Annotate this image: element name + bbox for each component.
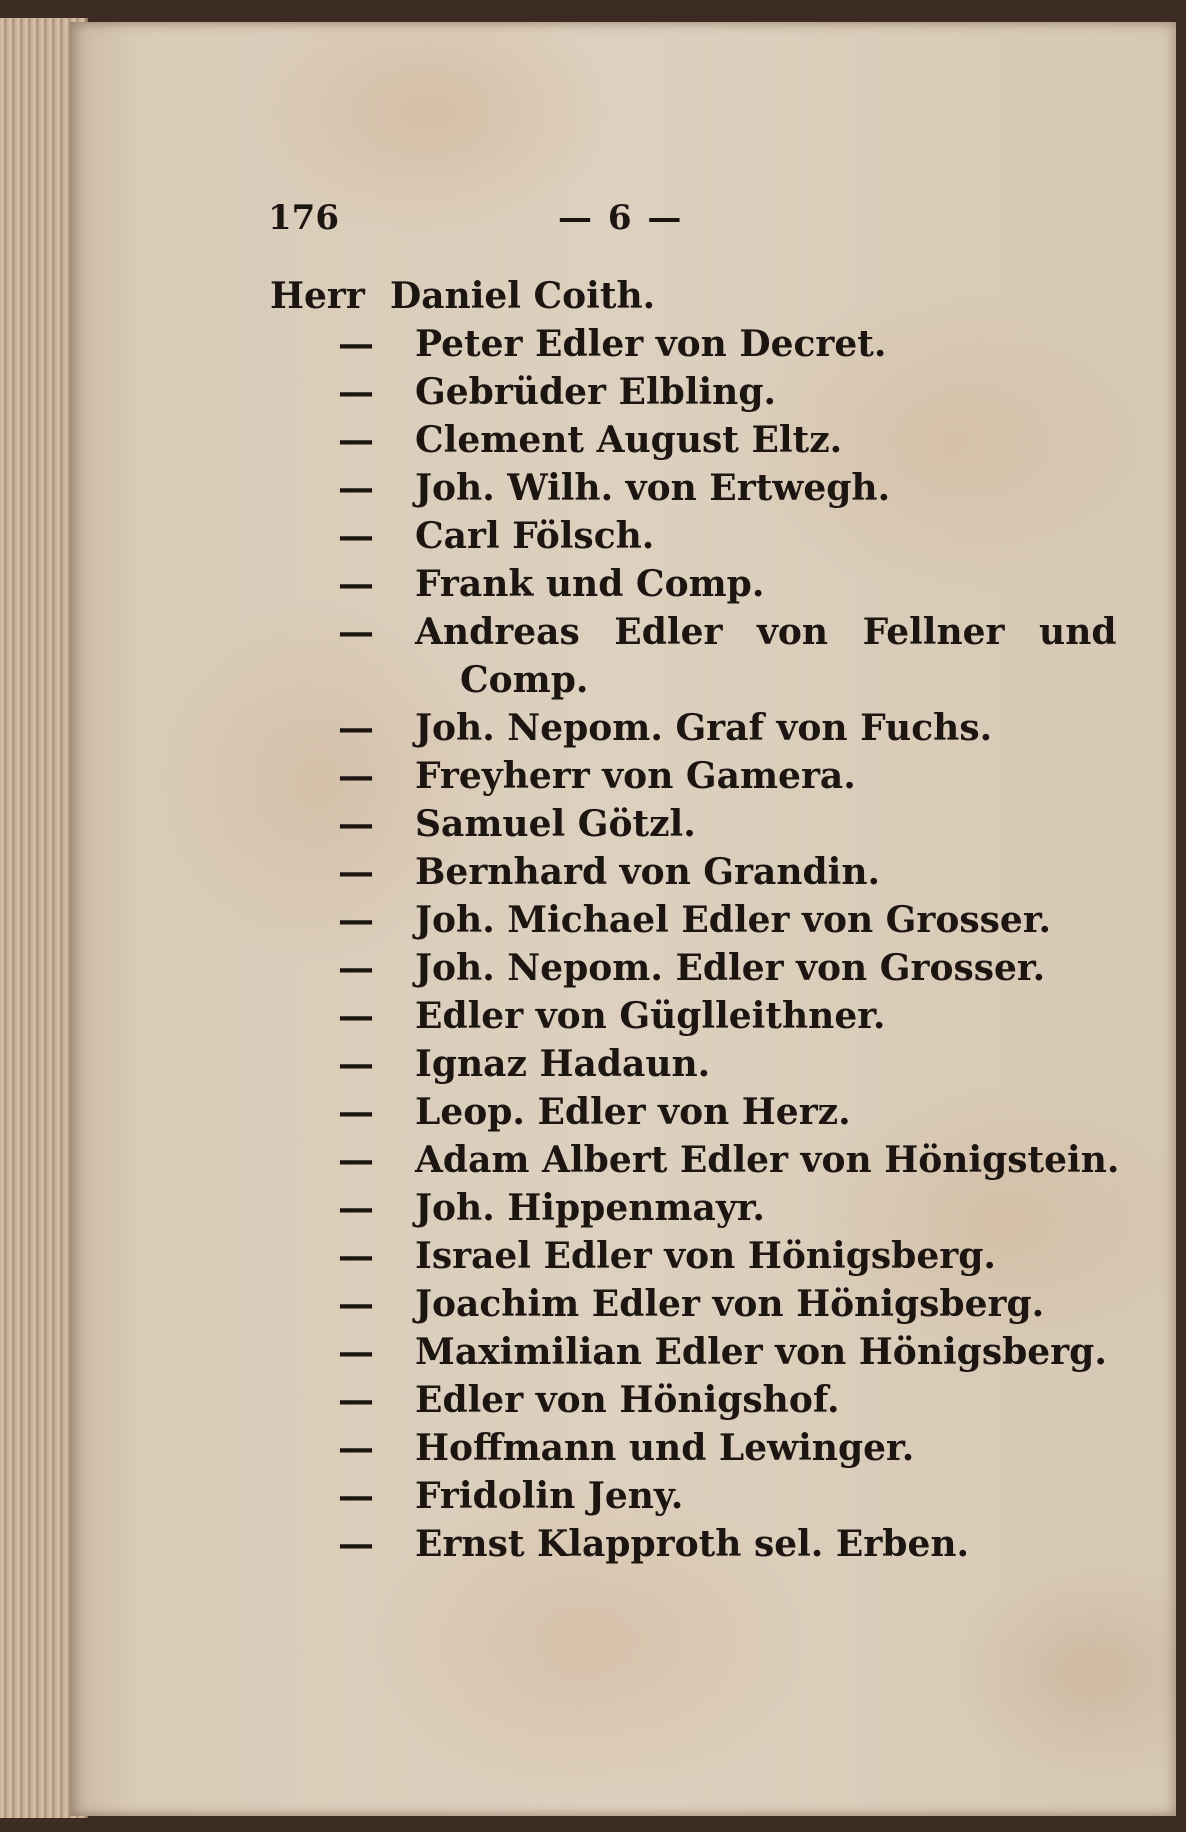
ditto-dash: —	[338, 1523, 372, 1565]
list-item	[70, 896, 1176, 944]
ditto-dash: —	[338, 851, 372, 893]
ditto-dash: —	[338, 899, 372, 941]
list-item	[70, 272, 1176, 320]
entry-name: Daniel Coith.	[390, 275, 656, 317]
ditto-dash: —	[338, 995, 372, 1037]
page-leaf	[70, 22, 1176, 1816]
list-item	[70, 752, 1176, 800]
ditto-dash: —	[338, 563, 372, 605]
list-item	[70, 1184, 1176, 1232]
entry-name: Joachim Edler von Hönigsberg.	[415, 1283, 1045, 1325]
ditto-dash: —	[338, 467, 372, 509]
page-number: 176	[268, 198, 339, 238]
entry-name: Bernhard von Grandin.	[415, 851, 881, 893]
entry-name: Gebrüder Elbling.	[415, 371, 777, 413]
entry-name: Edler von Hönigshof.	[415, 1379, 840, 1421]
entry-name: Joh. Nepom. Edler von Grosser.	[415, 947, 1046, 989]
ditto-dash: —	[338, 1379, 372, 1421]
list-item	[70, 1232, 1176, 1280]
entry-name: Joh. Wilh. von Ertwegh.	[415, 467, 891, 509]
ditto-dash: —	[338, 707, 372, 749]
list-item	[70, 1424, 1176, 1472]
list-item	[70, 704, 1176, 752]
entry-name: Andreas Edler von Fellner und	[415, 611, 1117, 653]
ditto-dash: —	[338, 1235, 372, 1277]
page-header	[70, 198, 1176, 248]
list-item	[70, 464, 1176, 512]
list-item	[70, 944, 1176, 992]
ditto-dash: —	[338, 323, 372, 365]
list-item	[70, 1280, 1176, 1328]
sheet-mark: — 6 —	[558, 198, 684, 238]
entry-name: Ignaz Hadaun.	[415, 1043, 711, 1085]
list-item	[70, 1472, 1176, 1520]
ditto-dash: —	[338, 1283, 372, 1325]
ditto-dash: —	[338, 1427, 372, 1469]
ditto-dash: —	[338, 515, 372, 557]
ditto-dash: —	[338, 803, 372, 845]
ditto-dash: —	[338, 755, 372, 797]
ditto-dash: —	[338, 419, 372, 461]
entry-name: Maximilian Edler von Hönigsberg.	[415, 1331, 1107, 1373]
list-item	[70, 800, 1176, 848]
list-item	[70, 848, 1176, 896]
entry-name: Adam Albert Edler von Hönigstein.	[415, 1139, 1120, 1181]
entry-name: Ernst Klapproth sel. Erben.	[415, 1523, 970, 1565]
list-item	[70, 320, 1176, 368]
ditto-dash: —	[338, 371, 372, 413]
list-item	[70, 512, 1176, 560]
list-item	[70, 1376, 1176, 1424]
list-item	[70, 1328, 1176, 1376]
entry-name: Joh. Michael Edler von Grosser.	[415, 899, 1052, 941]
entry-name: Fridolin Jeny.	[415, 1475, 684, 1517]
entry-name: Joh. Nepom. Graf von Fuchs.	[415, 707, 993, 749]
ditto-dash: —	[338, 1043, 372, 1085]
entry-name: Freyherr von Gamera.	[415, 755, 856, 797]
list-item-continuation	[70, 656, 1176, 704]
ditto-dash: —	[338, 1091, 372, 1133]
list-item	[70, 1088, 1176, 1136]
ditto-dash: —	[338, 1331, 372, 1373]
list-item	[70, 1520, 1176, 1568]
ditto-dash: —	[338, 1187, 372, 1229]
entry-name: Hoffmann und Lewinger.	[415, 1427, 915, 1469]
entry-name: Carl Fölsch.	[415, 515, 655, 557]
list-item	[70, 1040, 1176, 1088]
list-item	[70, 608, 1176, 656]
entry-name: Samuel Götzl.	[415, 803, 696, 845]
ditto-dash: —	[338, 947, 372, 989]
entry-name: Israel Edler von Hönigsberg.	[415, 1235, 996, 1277]
entry-name-continuation: Comp.	[460, 659, 589, 701]
list-item	[70, 1136, 1176, 1184]
entry-name: Joh. Hippenmayr.	[415, 1187, 765, 1229]
ditto-dash: —	[338, 611, 372, 653]
entry-name: Edler von Güglleithner.	[415, 995, 886, 1037]
entry-name: Frank und Comp.	[415, 563, 765, 605]
list-item	[70, 560, 1176, 608]
honorific-prefix: Herr	[270, 275, 365, 317]
list-item	[70, 416, 1176, 464]
entry-name: Peter Edler von Decret.	[415, 323, 887, 365]
entry-name: Clement August Eltz.	[415, 419, 843, 461]
entry-name: Leop. Edler von Herz.	[415, 1091, 851, 1133]
ditto-dash: —	[338, 1139, 372, 1181]
list-item	[70, 368, 1176, 416]
list-item	[70, 992, 1176, 1040]
page-text	[70, 22, 1176, 1816]
ditto-dash: —	[338, 1475, 372, 1517]
